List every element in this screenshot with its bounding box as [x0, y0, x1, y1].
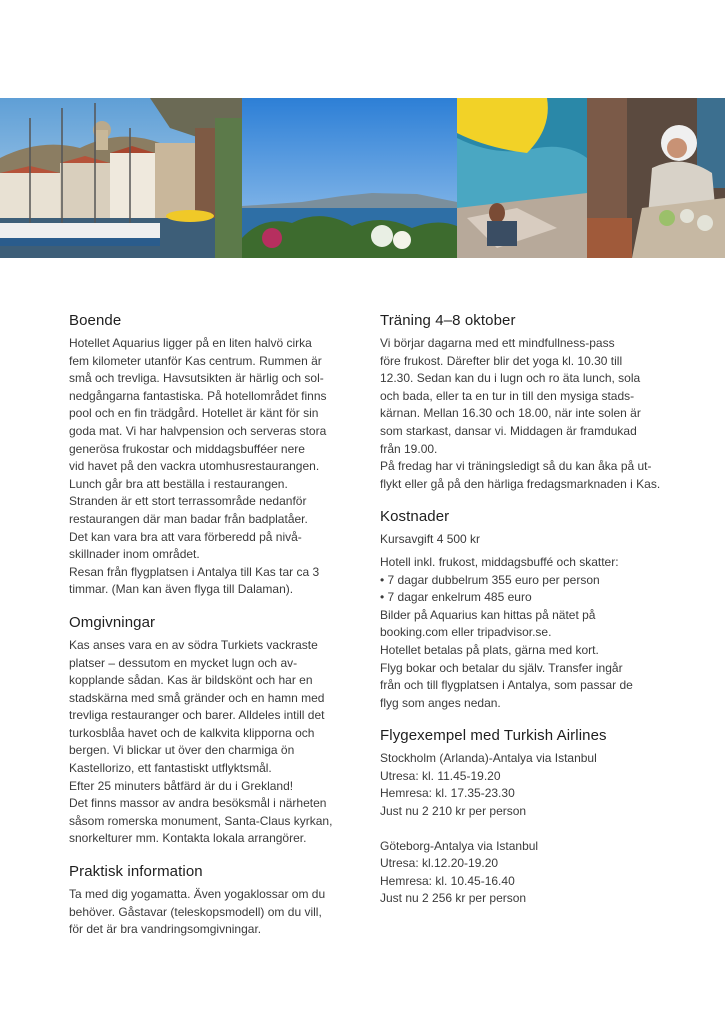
flight-outbound: Utresa: kl. 11.45-19.20: [380, 768, 501, 783]
text-line: såsom romerska monument, Santa-Claus kyrkan,: [69, 813, 333, 828]
harbor-photo: [0, 98, 242, 258]
text-line: Stranden är ett stort terrassområde nedanför: [69, 494, 307, 509]
text-line: timmar. (Man kan även flyga till Dalaman).: [69, 582, 294, 597]
text-line: Hotellet Aquarius ligger på en liten halvö cirka: [69, 336, 312, 350]
text-line: Det finns massor av andra besöksmål i närheten: [69, 796, 327, 811]
text-line: goda mat. Vi har halvpension och serveras stora: [69, 423, 327, 438]
right-column: [380, 312, 660, 923]
section-boende: [69, 312, 354, 599]
text-line: från och till flygplatsen i Antalya, som passar de: [380, 678, 633, 693]
text-line: generösa frukostar och middagsbufféer nere: [69, 441, 305, 456]
flight-return: Hemresa: kl. 17.35-23.30: [380, 786, 515, 801]
text-line: behöver. Gåstavar (teleskopsmodell) om du vill,: [69, 904, 322, 919]
photo-strip: [0, 98, 725, 258]
flight-route: Stockholm (Arlanda)-Antalya via Istanbul: [380, 751, 597, 766]
heading-flygexempel: Flygexempel med Turkish Airlines: [380, 727, 607, 745]
text-line: trevliga restauranger och barer. Alldeles intill det: [69, 708, 325, 723]
text-line: Kastellorizo, ett fantastiskt utflyktsmål.: [69, 761, 272, 776]
text-line: turkosblåa havet och de kalkvita klipporna och: [69, 725, 315, 740]
section-praktisk-information: [69, 863, 354, 939]
text-line: Kas anses vara en av södra Turkiets vackraste: [69, 637, 318, 652]
heading-omgivningar: Omgivningar: [69, 613, 156, 631]
text-line: snorkelturer mm. Kontakta lokala arrangörer.: [69, 831, 307, 846]
heading-kostnader: Kostnader: [380, 508, 450, 526]
text-line: Det kan vara bra att vara förberedd på nivå-: [69, 529, 302, 544]
text-line: På fredag har vi träningsledigt så du kan åka på ut-: [380, 459, 652, 474]
text-line: flyg som anges nedan.: [380, 695, 501, 710]
beach-umbrella-photo: [457, 98, 587, 258]
sea-view-photo: [242, 98, 457, 258]
text-line: Ta med dig yogamatta. Även yogaklossar om du: [69, 887, 326, 902]
text-line: stadskärna med små gränder och en hamn med: [69, 690, 325, 705]
text-line: restaurangen där man badar från badplatåer.: [69, 511, 308, 526]
text-line: • 7 dagar enkelrum 485 euro: [380, 590, 532, 605]
flight-price: Just nu 2 256 kr per person: [380, 891, 527, 906]
text-line: Efter 25 minuters båtfärd är du i Grekland!: [69, 778, 294, 793]
section-flygexempel: [380, 727, 660, 908]
flight-return: Hemresa: kl. 10.45-16.40: [380, 873, 515, 888]
text-line: kärnan. Mellan 16.30 och 18.00, när inte solen är: [380, 406, 641, 421]
flight-price: Just nu 2 210 kr per person: [380, 804, 527, 819]
heading-boende: Boende: [69, 312, 122, 329]
section-omgivningar: [69, 614, 354, 848]
text-line: Resan från flygplatsen i Antalya till Kas tar ca 3: [69, 564, 320, 579]
market-woman-photo: [587, 98, 725, 258]
flight-route: Göteborg-Antalya via Istanbul: [380, 838, 539, 853]
text-line: kopplande sådan. Kas är bildskönt och har en: [69, 673, 313, 688]
text-line: pool och en fin trädgård. Hotellet är känt för sin: [69, 406, 319, 421]
text-line: Lunch går bra att beställa i restaurangen.: [69, 476, 288, 491]
section-traning: [380, 312, 660, 493]
text-line: skillnader inom området.: [69, 547, 200, 562]
text-line: • 7 dagar dubbelrum 355 euro per person: [380, 572, 600, 587]
heading-traning: Träning 4–8 oktober: [380, 312, 516, 329]
heading-praktisk-information: Praktisk information: [69, 863, 203, 881]
left-column: [69, 312, 354, 954]
text-line: fem kilometer utanför Kas centrum. Rummen är: [69, 353, 322, 368]
text-line: Bilder på Aquarius kan hittas på nätet på: [380, 607, 596, 622]
text-line: Flyg bokar och betalar du själv. Transfer ingår: [380, 660, 623, 675]
text-line: för det är bra vandringsomgivningar.: [69, 922, 262, 937]
text-line: flykt eller gå på den härliga fredagsmarknaden i Kas.: [380, 476, 661, 491]
text-line: vid havet på den vackra utomhusrestaurangen.: [69, 459, 320, 474]
text-line: 12.30. Sedan kan du i lugn och ro äta lunch, sola: [380, 371, 641, 386]
text-line: och bada, eller ta en tur in till den mysiga stads-: [380, 388, 635, 403]
text-line: som starkast, dansar vi. Middagen är framdukad: [380, 423, 637, 438]
spacer: [380, 821, 660, 838]
section-kostnader: [380, 508, 660, 712]
text-line: booking.com eller tripadvisor.se.: [380, 625, 552, 640]
text-line: Kursavgift 4 500 kr: [380, 532, 481, 547]
flight-outbound: Utresa: kl.12.20-19.20: [380, 856, 499, 871]
text-line: Hotellet betalas på plats, gärna med kort.: [380, 642, 599, 657]
text-line: före frukost. Därefter blir det yoga kl. 10.30 till: [380, 353, 623, 368]
text-line: bergen. Vi blickar ut över den charmiga ön: [69, 743, 295, 758]
text-line: nedgångarna fantastiska. På hotellområdet finns: [69, 388, 327, 403]
text-line: från 19.00.: [380, 441, 438, 456]
text-line: platser – dessutom en mycket lugn och av-: [69, 655, 298, 670]
text-line: Hotell inkl. frukost, middagsbuffé och skatter:: [380, 554, 619, 569]
text-line: små och trevliga. Havsutsikten är härlig och sol-: [69, 371, 324, 386]
text-line: Vi börjar dagarna med ett mindfullness-pass: [380, 336, 615, 350]
